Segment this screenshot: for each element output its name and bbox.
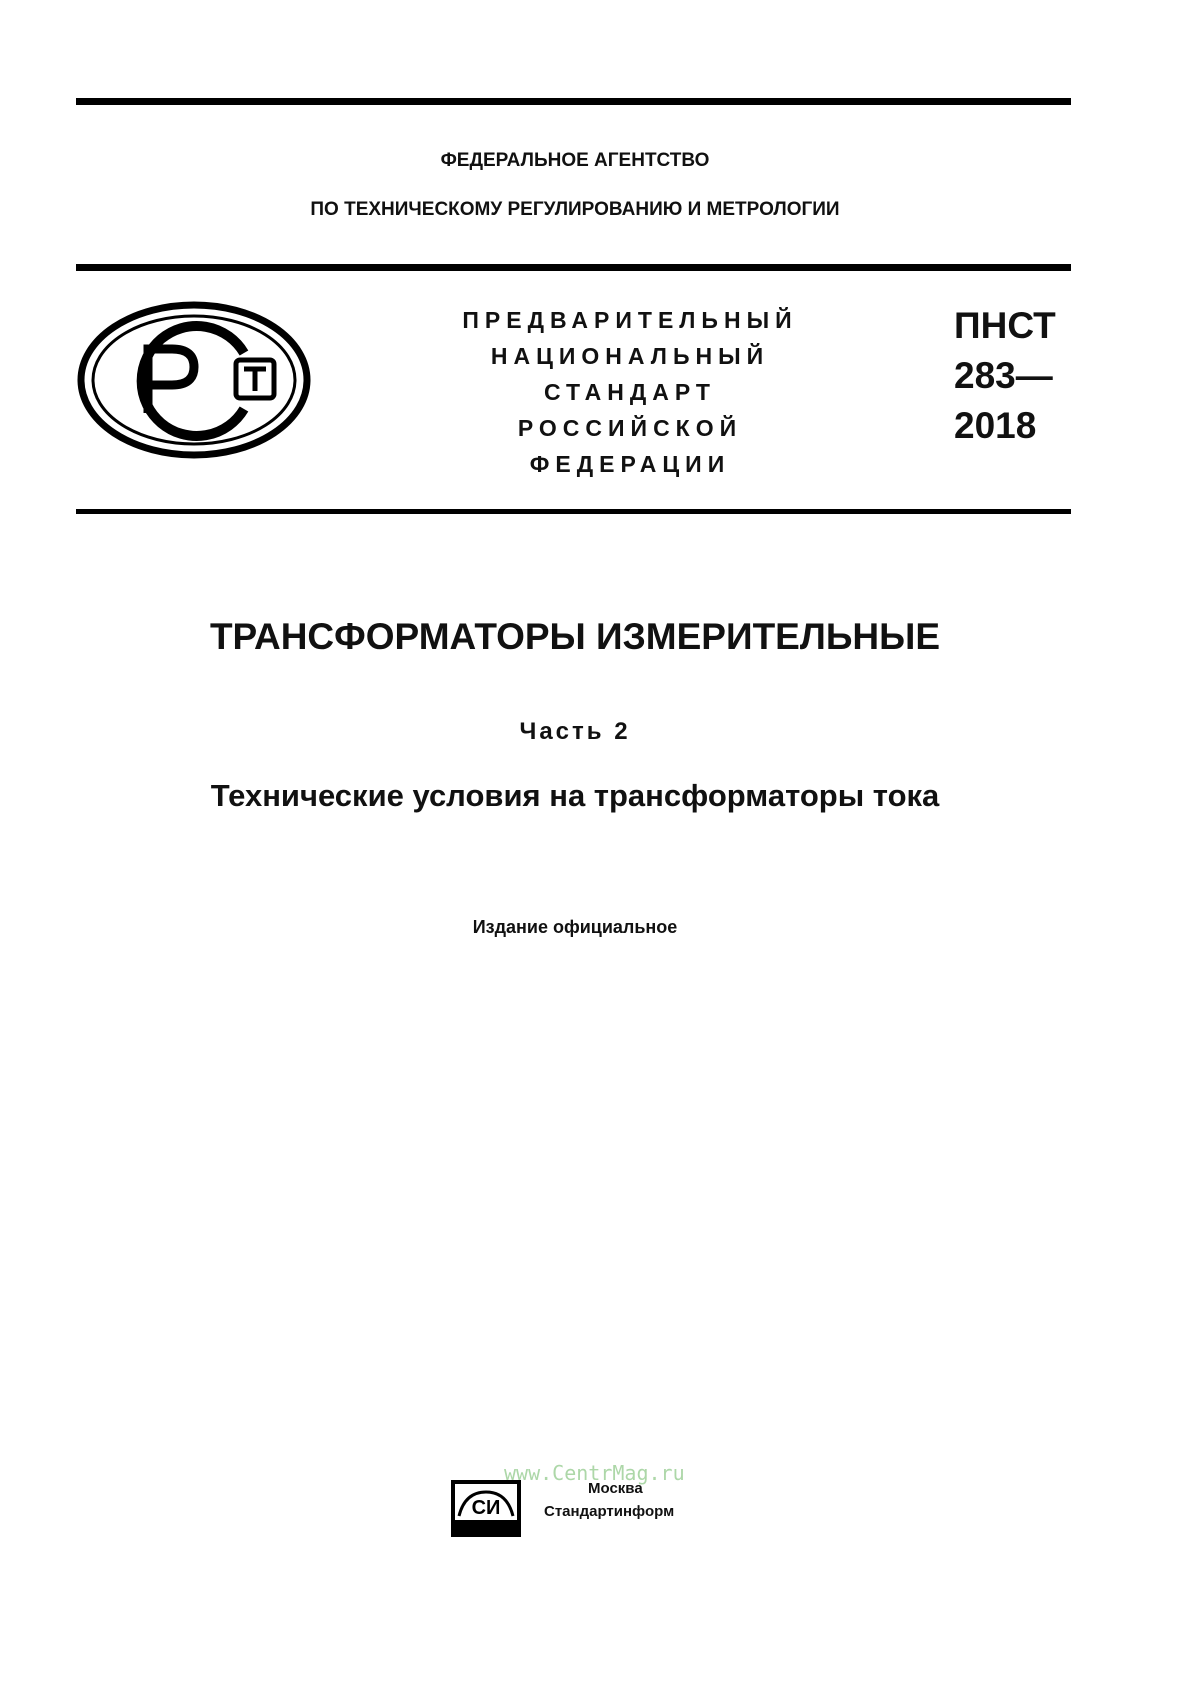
- publisher-name: Стандартинформ: [544, 1503, 675, 1520]
- header-rule: [76, 264, 1071, 271]
- standard-kind-line: РОССИЙСКОЙ: [517, 415, 743, 441]
- publisher-city: Москва: [588, 1480, 643, 1497]
- standard-code: [954, 301, 1056, 451]
- standard-kind-line: ПРЕДВАРИТЕЛЬНЫЙ: [462, 307, 798, 333]
- standard-code-number: 283—: [954, 355, 1053, 396]
- document-part: Часть 2: [519, 718, 631, 745]
- agency-name-line-1: ФЕДЕРАЛЬНОЕ АГЕНТСТВО: [440, 150, 710, 171]
- watermark: www.CentrMag.ru: [504, 1461, 685, 1485]
- agency-name-line-2: ПО ТЕХНИЧЕСКОМУ РЕГУЛИРОВАНИЮ И МЕТРОЛОГИИ: [310, 199, 840, 220]
- document-subtitle: Технические условия на трансформаторы тока: [210, 778, 940, 813]
- standard-code-year: 2018: [954, 405, 1037, 446]
- standard-kind-line: НАЦИОНАЛЬНЫЙ: [490, 343, 770, 369]
- standard-kind-line: СТАНДАРТ: [544, 379, 716, 405]
- document-title: ТРАНСФОРМАТОРЫ ИЗМЕРИТЕЛЬНЫЕ: [209, 616, 941, 657]
- standartinform-logo-icon: [451, 1480, 521, 1537]
- gost-r-certification-mark-icon: [76, 301, 312, 459]
- edition-note: Издание официальное: [472, 917, 678, 937]
- standard-kind-line: ФЕДЕРАЦИИ: [529, 451, 731, 477]
- top-rule: [76, 98, 1071, 105]
- publisher-logo-text: СИ: [471, 1497, 501, 1519]
- standard-code-prefix: ПНСТ: [954, 305, 1056, 346]
- standard-kind: [420, 302, 840, 482]
- header-bottom-rule: [76, 509, 1071, 514]
